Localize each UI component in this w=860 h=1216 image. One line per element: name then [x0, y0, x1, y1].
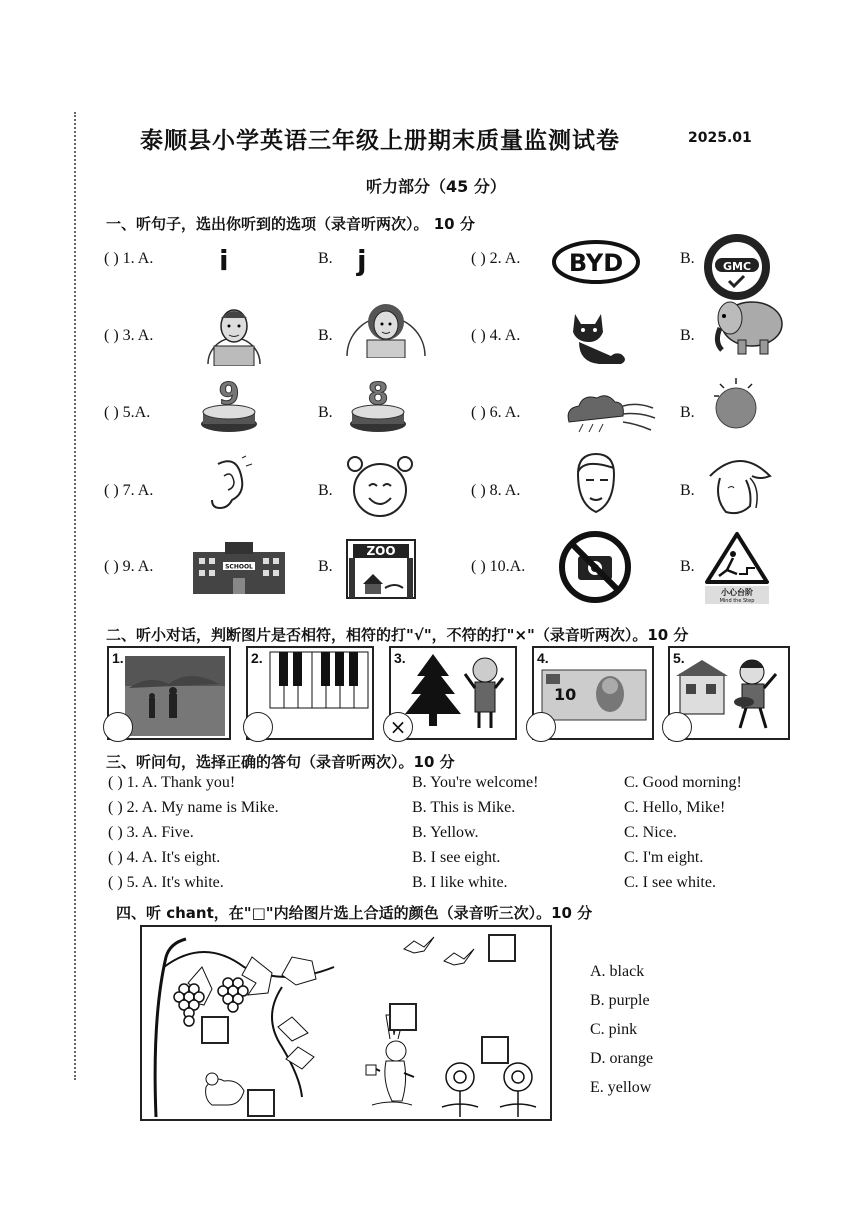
answer-circle-2[interactable] — [243, 712, 273, 742]
binding-margin-line — [74, 112, 76, 1080]
q7-number: ( ) 7. A. — [104, 482, 154, 499]
byd-logo-text: BYD — [568, 249, 624, 277]
school-sign-text: SCHOOL — [225, 563, 253, 571]
birthday-cake-nine-picture — [197, 372, 261, 441]
q3-2-option-b: B. This is Mike. — [412, 799, 516, 816]
panel-2-number: 2. — [251, 650, 263, 666]
q3-number: ( ) 3. A. — [104, 327, 154, 344]
q1-option-a-letter: i — [219, 244, 229, 277]
color-box-birds[interactable] — [488, 934, 516, 962]
color-option-e: E. yellow — [590, 1079, 652, 1096]
zoo-sign-text: ZOO — [366, 544, 396, 558]
q1-option-b-letter: j — [357, 244, 367, 277]
q3-1-option-c: C. Good morning! — [624, 774, 742, 791]
panel-4-number: 4. — [537, 650, 549, 666]
q9-number: ( ) 9. A. — [104, 558, 154, 575]
color-box-dog[interactable] — [247, 1089, 275, 1117]
cat-picture — [565, 308, 631, 373]
man-face-picture — [572, 452, 620, 523]
windy-cloud-picture — [563, 392, 657, 439]
color-option-b: B. purple — [590, 992, 650, 1009]
panel-5-number: 5. — [673, 650, 685, 666]
sign-english-text: Mind the Step — [719, 598, 755, 604]
ear-picture — [204, 454, 254, 523]
birthday-cake-eight-picture — [346, 372, 410, 441]
q5-b-label: B. — [318, 404, 333, 421]
q5-number: ( ) 5.A. — [104, 404, 151, 421]
q3-2-option-c: C. Hello, Mike! — [624, 799, 726, 816]
color-option-c: C. pink — [590, 1021, 638, 1038]
sun-picture — [710, 374, 762, 437]
cake-digit-nine: 9 — [218, 377, 240, 412]
color-box-rabbit[interactable] — [389, 1003, 417, 1031]
q3-3-option-c: C. Nice. — [624, 824, 677, 841]
woman-face-picture — [706, 454, 774, 523]
color-box-flowers[interactable] — [481, 1036, 509, 1064]
q3-4-option-a: ( ) 4. A. It's eight. — [108, 849, 221, 866]
q3-5-option-b: B. I like white. — [412, 874, 508, 891]
q8-b-label: B. — [680, 482, 695, 499]
q3-5-option-a: ( ) 5. A. It's white. — [108, 874, 224, 891]
q3-1-option-b: B. You're welcome! — [412, 774, 539, 791]
mind-the-step-sign-picture — [703, 530, 771, 611]
byd-logo-icon — [552, 240, 640, 289]
part1-heading: 一、听句子，选出你听到的选项（录音听两次）。 10 分 — [106, 215, 475, 233]
q3-5-option-c: C. I see white. — [624, 874, 716, 891]
no-camera-sign-picture — [558, 530, 632, 609]
color-option-a: A. black — [590, 963, 645, 980]
answer-circle-3[interactable]: × — [383, 712, 413, 742]
q7-b-label: B. — [318, 482, 333, 499]
q3-3-option-b: B. Yellow. — [412, 824, 479, 841]
q3-4-option-c: C. I'm eight. — [624, 849, 704, 866]
q2-b-label: B. — [680, 250, 695, 267]
smiling-girl-face-picture — [345, 454, 415, 525]
grandmother-picture — [345, 294, 427, 363]
q3-4-option-b: B. I see eight. — [412, 849, 501, 866]
banknote-value: 10 — [554, 685, 577, 704]
elephant-picture — [702, 294, 786, 363]
section-subtitle: 听力部分（45 分） — [366, 177, 506, 196]
part4-heading: 四、听 chant，在"□"内给图片选上合适的颜色（录音听三次）。10 分 — [116, 904, 593, 922]
grandfather-picture — [206, 298, 262, 371]
q3-3-option-a: ( ) 3. A. Five. — [108, 824, 194, 841]
q10-number: ( ) 10.A. — [471, 558, 526, 575]
school-building-picture — [191, 538, 287, 601]
answer-circle-4[interactable] — [526, 712, 556, 742]
q3-b-label: B. — [318, 327, 333, 344]
zoo-gate-picture — [345, 538, 417, 605]
q6-b-label: B. — [680, 404, 695, 421]
q8-number: ( ) 8. A. — [471, 482, 521, 499]
part2-heading: 二、听小对话，判断图片是否相符，相符的打"√"，不符的打"×"（录音听两次）。10 分 — [106, 626, 689, 644]
exam-date: 2025.01 — [688, 130, 752, 146]
q9-b-label: B. — [318, 558, 333, 575]
q1-number: ( ) 1. A. — [104, 250, 154, 267]
q1-b-label: B. — [318, 250, 333, 267]
q4-b-label: B. — [680, 327, 695, 344]
q3-1-option-a: ( ) 1. A. Thank you! — [108, 774, 236, 791]
q2-number: ( ) 2. A. — [471, 250, 521, 267]
exam-title: 泰顺县小学英语三年级上册期末质量监测试卷 — [140, 128, 620, 154]
q10-b-label: B. — [680, 558, 695, 575]
color-option-d: D. orange — [590, 1050, 654, 1067]
answer-circle-1[interactable] — [103, 712, 133, 742]
q4-number: ( ) 4. A. — [471, 327, 521, 344]
sign-chinese-text: 小心台阶 — [721, 588, 753, 597]
cake-digit-eight: 8 — [367, 377, 389, 412]
part3-heading: 三、听问句，选择正确的答句（录音听两次）。10 分 — [106, 753, 455, 771]
q3-2-option-a: ( ) 2. A. My name is Mike. — [108, 799, 279, 816]
panel-3-number: 3. — [394, 650, 406, 666]
gmc-badge-text: GMC — [722, 260, 752, 273]
answer-circle-5[interactable] — [662, 712, 692, 742]
q6-number: ( ) 6. A. — [471, 404, 521, 421]
panel-1-number: 1. — [112, 650, 124, 666]
color-box-grapes[interactable] — [201, 1016, 229, 1044]
